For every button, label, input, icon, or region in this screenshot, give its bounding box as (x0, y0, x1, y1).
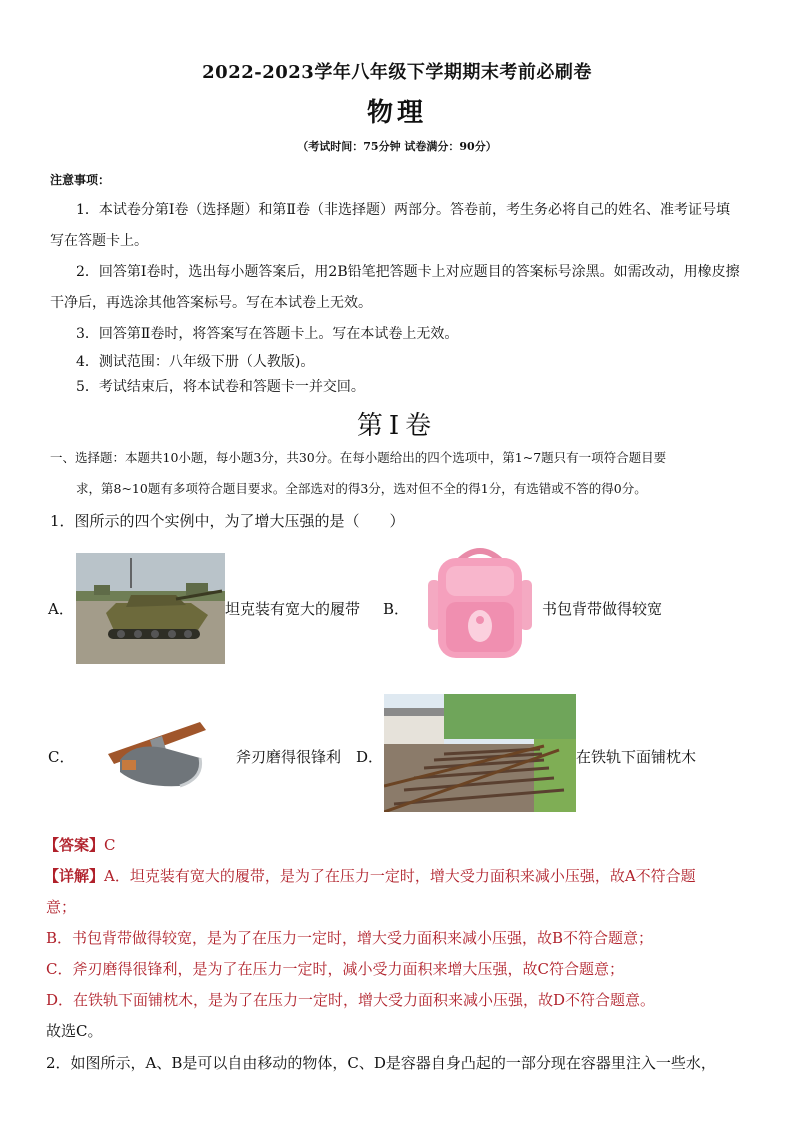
notes-item: 干净后，再选涂其他答案标号。写在本试卷上无效。 (50, 295, 372, 311)
answer-value: C (104, 836, 116, 854)
exam-info: （考试时间：75分钟 试卷满分：90分） (297, 140, 497, 153)
railway-image (384, 694, 576, 812)
explain-label: 【详解】 (44, 867, 105, 885)
notes-item: 写在答题卡上。 (50, 233, 148, 249)
option-text: 在铁轨下面铺枕木 (576, 748, 697, 766)
axe-image (100, 712, 212, 792)
section-title: 第Ⅰ卷 (356, 411, 438, 441)
section-instruction: 一、选择题：本题共10小题，每小题3分，共30分。在每小题给出的四个选项中，第1~7题只有一项符合题目要 (50, 450, 667, 465)
tank-image (76, 553, 225, 664)
option-text: 坦克装有宽大的履带 (225, 600, 361, 618)
conclusion: 故选C。 (46, 1022, 103, 1040)
exam-title: 2022-2023学年八年级下学期期末考前必刷卷 (202, 62, 592, 83)
section-instruction: 求，第8~10题有多项符合题目要求。全部选对的得3分，选对但不全的得1分，有选错或不答的得0分。 (76, 481, 647, 496)
explain-line: 意； (46, 898, 77, 916)
backpack-image (418, 540, 542, 664)
notes-item: 5．考试结束后，将本试卷和答题卡一并交回。 (76, 379, 365, 395)
notes-item: 2．回答第Ⅰ卷时，选出每小题答案后，用2B铅笔把答题卡上对应题目的答案标号涂黑。如需改动，用橡皮擦 (76, 264, 740, 280)
explain-line: B．书包背带做得较宽，是为了在压力一定时，增大受力面积来减小压强，故B不符合题意； (46, 929, 654, 947)
subject-title: 物理 (366, 98, 427, 128)
notes-item: 4．测试范围：八年级下册（人教版)。 (76, 354, 315, 370)
option-letter: B． (383, 600, 410, 618)
explain-line: C．斧刃磨得很锋利，是为了在压力一定时，减小受力面积来增大压强，故C符合题意； (46, 960, 624, 978)
explain-line: A．坦克装有宽大的履带，是为了在压力一定时，增大受力面积来减小压强，故A不符合题 (104, 867, 696, 885)
explain-line: D．在铁轨下面铺枕木，是为了在压力一定时，增大受力面积来减小压强，故D不符合题意。 (46, 991, 656, 1009)
option-text: 斧刃磨得很锋利 (236, 748, 342, 766)
option-letter: C． (48, 748, 75, 766)
notes-item: 3．回答第Ⅱ卷时，将答案写在答题卡上。写在本试卷上无效。 (76, 326, 459, 342)
option-letter: D． (356, 748, 384, 766)
question-stem: 1．图所示的四个实例中，为了增大压强的是（ ） (50, 512, 405, 530)
question-stem: 2．如图所示，A、B是可以自由移动的物体，C、D是容器自身凸起的一部分现在容器里注入一些水， (46, 1054, 716, 1072)
option-letter: A． (48, 600, 74, 618)
answer-label: 【答案】 (44, 836, 105, 854)
notes-heading: 注意事项： (50, 173, 111, 187)
option-text: 书包背带做得较宽 (542, 600, 663, 618)
notes-item: 1．本试卷分第Ⅰ卷（选择题）和第Ⅱ卷（非选择题）两部分。答卷前，考生务必将自己的姓名、准考证号填 (76, 202, 730, 218)
